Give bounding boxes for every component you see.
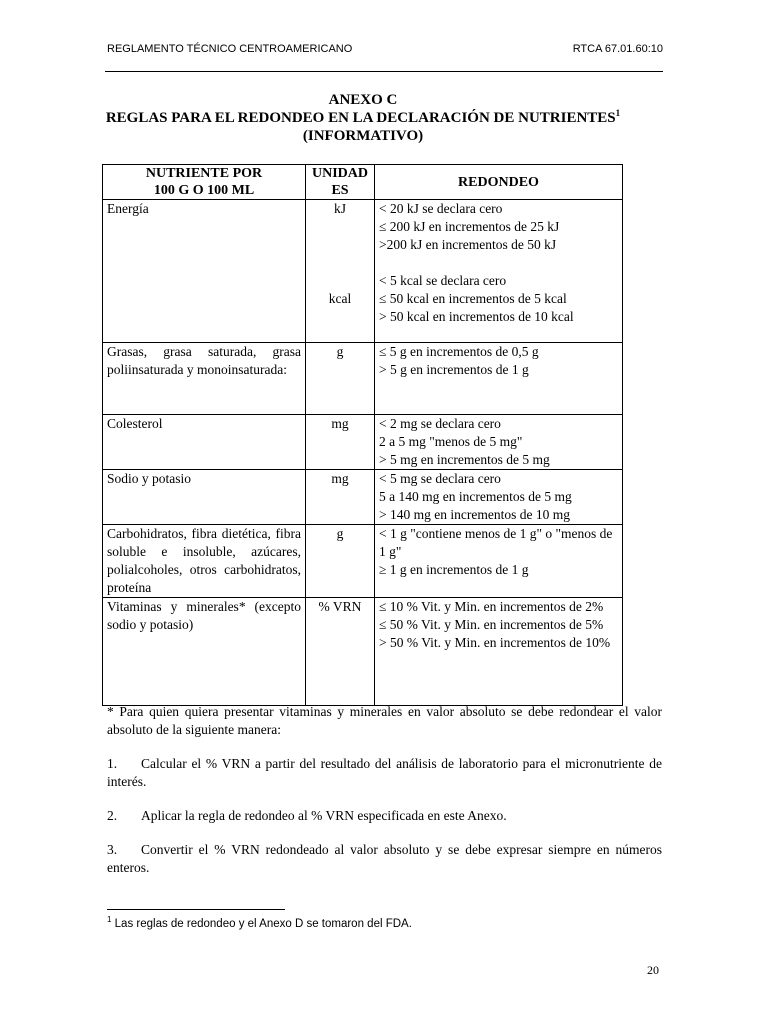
- rounding-cell: < 1 g "contiene menos de 1 g" o "menos de 1 g" ≥ 1 g en incrementos de 1 g: [375, 525, 623, 598]
- rounding-column-header: REDONDEO: [375, 165, 623, 200]
- nutrient-cell: Energía: [103, 200, 306, 343]
- step-item: 3. Convertir el % VRN redondeado al valor absoluto y se debe expresar siempre en números enteros.: [107, 842, 662, 875]
- nutrient-cell: Colesterol: [103, 415, 306, 470]
- footnote-divider: [107, 909, 285, 910]
- table-row: [103, 415, 623, 470]
- rounding-cell: ≤ 5 g en incrementos de 0,5 g > 5 g en incrementos de 1 g: [375, 343, 623, 415]
- annex-subtitle: (INFORMATIVO): [302, 128, 424, 144]
- step-item: 2. Aplicar la regla de redondeo al % VRN especificada en este Anexo.: [107, 808, 507, 823]
- unit-cell: mg: [306, 415, 375, 470]
- table-row: [103, 343, 623, 415]
- rounding-cell: < 20 kJ se declara cero ≤ 200 kJ en incrementos de 25 kJ >200 kJ en incrementos de 50 kJ < 5 kcal se declara cero ≤ 50 kcal en incrementos de 5 kcal > 50 kcal en incrementos de 10 kcal: [375, 200, 623, 343]
- nutrient-cell: Sodio y potasio: [103, 470, 306, 525]
- rounding-cell: ≤ 10 % Vit. y Min. en incrementos de 2% ≤ 50 % Vit. y Min. en incrementos de 5% > 50 % Vit. y Min. en incrementos de 10%: [375, 598, 623, 706]
- footnote-text: Las reglas de redondeo y el Anexo D se tomaron del FDA.: [114, 917, 412, 930]
- table-row: [103, 598, 623, 706]
- unit-cell: % VRN: [306, 598, 375, 706]
- page-number: 20: [647, 963, 659, 977]
- rounding-cell: < 5 mg se declara cero 5 a 140 mg en incrementos de 5 mg > 140 mg en incrementos de 10 mg: [375, 470, 623, 525]
- nutrient-column-header: NUTRIENTE POR 100 G O 100 ML: [103, 165, 306, 200]
- annex-label: ANEXO C: [328, 92, 398, 108]
- nutrient-cell: Grasas, grasa saturada, grasa poliinsaturada y monoinsaturada:: [103, 343, 306, 415]
- header-left-title: REGLAMENTO TÉCNICO CENTROAMERICANO: [107, 43, 353, 55]
- footnote-reference[interactable]: 1: [615, 108, 621, 118]
- unit-cell: mg: [306, 470, 375, 525]
- annex-heading: REGLAS PARA EL REDONDEO EN LA DECLARACIÓN DE NUTRIENTES$^1$: [105, 108, 621, 126]
- unit-column-header: UNIDAD ES: [306, 165, 375, 200]
- table-header-row: [103, 165, 623, 200]
- page-header: [107, 43, 663, 55]
- asterisk-note: * Para quien quiera presentar vitaminas y minerales en valor absoluto se debe redondear el valor absoluto de la siguiente manera:: [107, 704, 662, 737]
- table-row: [103, 470, 623, 525]
- nutrient-cell: Vitaminas y minerales* (excepto sodio y potasio): [103, 598, 306, 706]
- table-row: [103, 200, 623, 343]
- footnote-marker: 1: [107, 915, 112, 924]
- unit-cell: g: [306, 343, 375, 415]
- step-item: 1. Calcular el % VRN a partir del resultado del análisis de laboratorio para el micronutriente de interés.: [107, 756, 662, 789]
- header-divider: [105, 71, 663, 72]
- annex-title: [103, 91, 623, 145]
- footnote: [107, 915, 412, 930]
- nutrient-cell: Carbohidratos, fibra dietética, fibra soluble e insoluble, azúcares, polialcoholes, otros carbohidratos, proteína: [103, 525, 306, 598]
- unit-cell: kJ kcal: [306, 200, 375, 343]
- rounding-cell: < 2 mg se declara cero 2 a 5 mg "menos de 5 mg" > 5 mg en incrementos de 5 mg: [375, 415, 623, 470]
- rounding-rules-table: [102, 164, 623, 706]
- header-document-code: RTCA 67.01.60:10: [572, 43, 663, 55]
- notes-section: [107, 703, 662, 893]
- table-row: [103, 525, 623, 598]
- unit-cell: g: [306, 525, 375, 598]
